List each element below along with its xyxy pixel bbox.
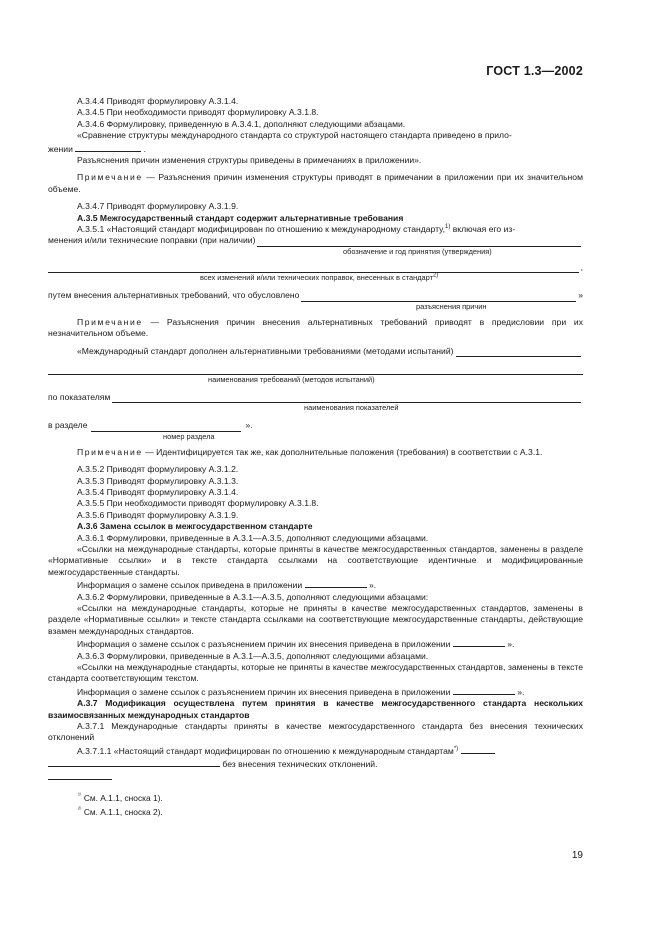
clause-a3-7-1-1-cont: без внесения технических отклонений. [48, 757, 583, 770]
clause-a3-5-1-line2: менения и/или технические поправки (при наличии) [48, 235, 583, 246]
section-line: в разделе ». [48, 420, 253, 431]
clause-a3-5-2: А.3.5.2 Приводят формулировку А.3.1.2. [77, 464, 239, 475]
alt-requirements-reason-line: путем внесения альтернативных требований, что обусловлено » [48, 290, 583, 301]
clause-a3-5-1: А.3.5.1 «Настоящий стандарт модифицирован по отношению к международному стандарту,$^{1)}$ включая его из- [77, 224, 516, 235]
blank-field [461, 744, 495, 754]
blank-field [453, 637, 505, 647]
quote-references-text: «Ссылки на международные стандарты, которые не приняты в качестве межгосударственных стандартов, заменены в тексте стандарта соответствующим текстом. [48, 662, 583, 684]
blank-field [301, 292, 576, 302]
quote-references-info-3: Информация о замене ссылок с разъяснением причин их внесения приведена в приложении ». [77, 686, 525, 697]
clause-a3-4-4: А.3.4.4 Приводят формулировку А.3.1.4. [77, 96, 239, 106]
note-1: Примечание — Разъяснения причин изменения структуры приводят в примечании в приложении при их значительном объеме. [48, 172, 583, 194]
blank-field [453, 685, 515, 695]
quote-references-not-adopted: «Ссылки на международные стандарты, которые не приняты в качестве межгосударственных стандартов, заменены в разделе «Нормативные ссылки» и тексте стандарта ссылками на соответствующие межгосударственные стандарты, действующие взамен международных стандартов. [48, 603, 583, 636]
alt-requirements-quote: «Международный стандарт дополнен альтернативными требованиями (методами испытаний) [48, 346, 583, 357]
blank-field [257, 237, 581, 247]
clause-a3-7-1: А.3.7.1 Международные стандарты приняты в качестве межгосударственного стандарта без внесения технических отклонений [48, 721, 583, 743]
note-3: Примечание — Идентифицируется так же, как дополнительные положения (требования) в соответствии с А.3.1. [77, 446, 543, 457]
clause-a3-7-1-1: А.3.7.1.1 «Настоящий стандарт модифицирован по отношению к международным стандартам*) [48, 744, 583, 757]
caption-designation-year: обозначение и год принятия (утверждения) [343, 246, 492, 256]
clause-a3-4-6: А.3.4.6 Формулировку, приведенную в А.3.4.1, дополняют следующими абзацами. [77, 118, 406, 129]
blank-field [456, 347, 581, 357]
quote-references-info-2: Информация о замене ссылок с разъяснением причин их внесения приведена в приложении ». [77, 639, 515, 650]
footnote-1: $^{^{1)}}$ См. А.1.1, сноска 1). [78, 792, 163, 803]
clause-a3-6-3: А.3.6.3 Формулировки, приведенные в А.3.1—А.3.5, дополняют следующими абзацами. [77, 650, 429, 661]
blank-field [305, 578, 367, 588]
clause-a3-5-4: А.3.5.4 Приводят формулировку А.3.1.4. [77, 486, 239, 497]
quote-structure-comparison: «Сравнение структуры международного стандарта со структурой настоящего стандарта приведено в прило- [77, 130, 512, 141]
heading-a3-7: А.3.7 Модификация осуществлена путем принятия в качестве межгосударственного стандарта нескольких взаимосвязанных международных стандартов [48, 698, 583, 720]
blank-field [48, 757, 220, 767]
blank-line-amendments: , [48, 262, 583, 273]
clause-a3-6-2: А.3.6.2 Формулировки, приведенные в А.3.1—А.3.5, дополняют следующими абзацами: [77, 591, 429, 602]
blank-line-requirements [48, 364, 583, 375]
document-header-title: ГОСТ 1.3—2002 [486, 64, 583, 78]
document-body [48, 96, 583, 818]
quote-structure-explanation: Разъяснения причин изменения структуры приведены в примечаниях в приложении». [77, 155, 422, 166]
caption-reasons: разъяснения причин [416, 301, 487, 311]
caption-section-number: номер раздела [163, 431, 215, 441]
heading-a3-5: А.3.5 Межгосударственный стандарт содержит альтернативные требования [77, 212, 404, 223]
blank-field [48, 263, 579, 273]
note-2: Примечание — Разъяснения причин внесения альтернативных требований приводят в предисловии при их незначительном объеме. [48, 316, 583, 339]
blank-field [91, 422, 241, 432]
indicators-line: по показателям [48, 392, 583, 403]
heading-a3-6: А.3.6 Замена ссылок в межгосударственном стандарте [77, 521, 313, 532]
quote-references-replaced: «Ссылки на международные стандарты, которые приняты в качестве межгосударственных стандартов, заменены в разделе «Нормативные ссылки» и в тексте стандарта ссылками на соответствующие идентичные и модифицированные межгосударственные стандарты. [48, 543, 583, 577]
clause-a3-5-5: А.3.5.5 При необходимости приводят формулировку А.3.1.8. [77, 498, 319, 509]
blank-field [112, 393, 581, 403]
page-number: 19 [571, 850, 583, 861]
blank-field [75, 142, 141, 152]
footnote-2: $^{^{2)}}$ См. А.1.1, сноска 2). [78, 806, 163, 817]
clause-a3-5-6: А.3.5.6 Приводят формулировку А.3.1.9. [77, 509, 239, 520]
clause-a3-6-1: А.3.6.1 Формулировки, приведенные в А.3.1—А.3.5, дополняют следующими абзацами. [77, 532, 429, 543]
clause-a3-5-3: А.3.5.3 Приводят формулировку А.3.1.3. [77, 475, 239, 486]
quote-references-info: Информация о замене ссылок приведена в приложении ». [77, 580, 377, 591]
clause-a3-4-5: А.3.4.5 При необходимости приводят формулировку А.3.1.8. [77, 107, 319, 118]
clause-a3-4-7: А.3.4.7 Приводят формулировку А.3.1.9. [77, 201, 239, 212]
caption-requirements-names: наименования требований (методов испытаний) [208, 374, 375, 384]
caption-amendments: всех изменений и/или технических поправок, внесенных в стандарт$^{2)}$ [200, 272, 439, 283]
caption-indicators: наименования показателей [304, 403, 399, 413]
quote-structure-comparison-cont: жении . [48, 143, 147, 154]
